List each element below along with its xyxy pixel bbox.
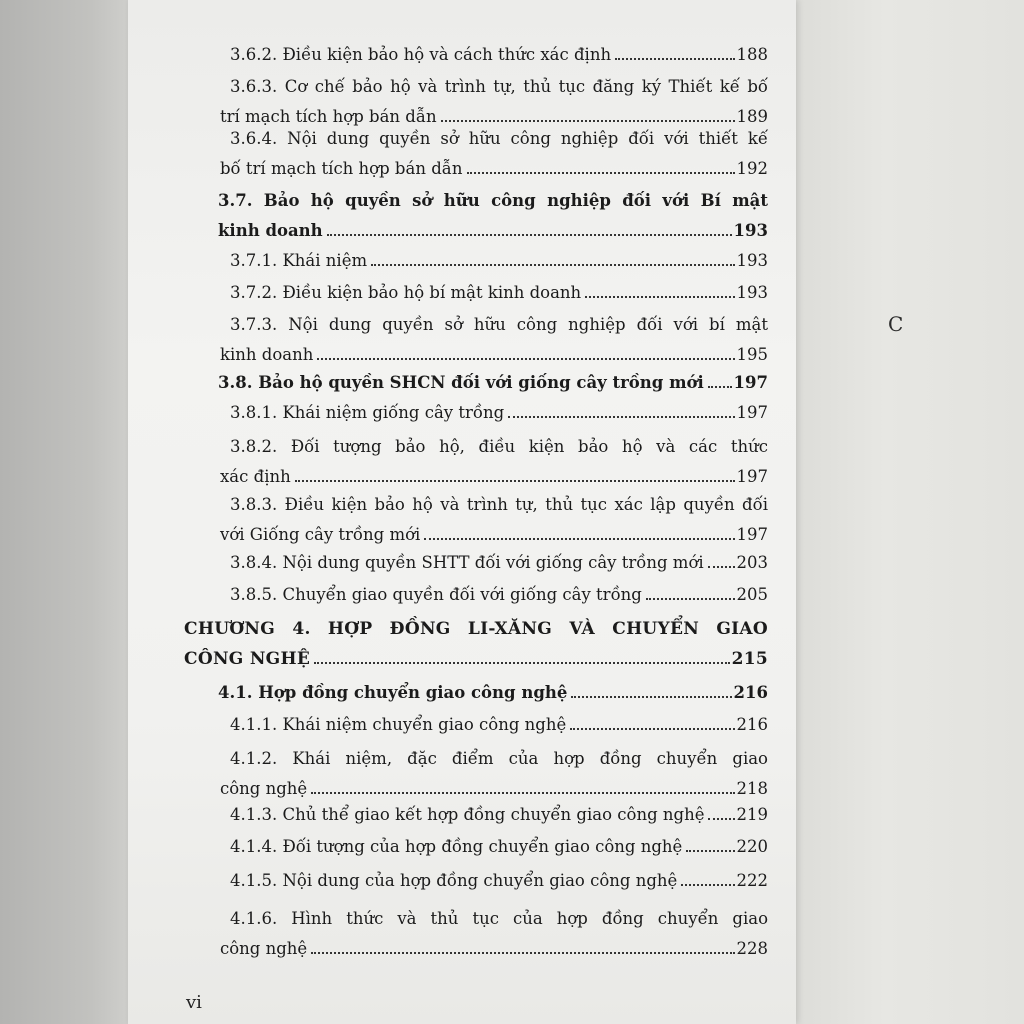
- toc-page-number: 189: [736, 107, 768, 126]
- dot-leader: [295, 480, 735, 482]
- toc-entry-title: với Giống cây trồng mới: [220, 525, 421, 544]
- toc-page-number: 220: [736, 837, 768, 856]
- toc-page-number: 228: [736, 939, 768, 958]
- dot-leader: [508, 416, 734, 418]
- toc-page-number: 219: [736, 805, 768, 824]
- toc-entry-title: công nghệ: [220, 939, 308, 958]
- toc-entry-title: 3.8.5. Chuyển giao quyền đối với giống cây trồng: [230, 585, 642, 604]
- toc-entry-title: CÔNG NGHỆ: [184, 649, 311, 669]
- toc-entry-title: 3.8.4. Nội dung quyền SHTT đối với giống cây trồng mới: [230, 553, 704, 572]
- toc-page-number: 218: [736, 779, 768, 798]
- toc-entry[interactable]: [230, 278, 768, 308]
- toc-entry-title-line: 3.7.3. Nội dung quyền sở hữu công nghiệp đối với bí mật: [230, 315, 768, 334]
- toc-entry[interactable]: [230, 800, 768, 830]
- dot-leader: [424, 538, 734, 540]
- toc-entry[interactable]: [230, 40, 768, 70]
- toc-entry[interactable]: [184, 614, 768, 674]
- toc-entry[interactable]: [218, 368, 768, 398]
- dot-leader: [686, 850, 734, 852]
- toc-entry[interactable]: [230, 398, 768, 428]
- toc-entry[interactable]: [220, 744, 768, 804]
- dot-leader: [311, 792, 734, 794]
- dot-leader: [585, 296, 734, 298]
- toc-entry[interactable]: [220, 904, 768, 964]
- toc-entry-title: kinh doanh: [220, 345, 314, 364]
- toc-entry[interactable]: [230, 246, 768, 276]
- toc-entry[interactable]: [220, 72, 768, 132]
- toc-entry-title-line: 4.1.6. Hình thức và thủ tục của hợp đồng chuyển giao: [230, 909, 768, 928]
- toc-page-number: 195: [736, 345, 768, 364]
- dot-leader: [467, 172, 735, 174]
- toc-entry[interactable]: [230, 832, 768, 862]
- dot-leader: [708, 818, 734, 820]
- toc-page-number: 193: [733, 221, 768, 240]
- toc-entry-title-line: CHƯƠNG 4. HỢP ĐỒNG LI-XĂNG VÀ CHUYỂN GIAO: [184, 619, 768, 639]
- toc-entry-title: 4.1.5. Nội dung của hợp đồng chuyển giao công nghệ: [230, 871, 678, 890]
- dot-leader: [317, 358, 734, 360]
- toc-entry-title: bố trí mạch tích hợp bán dẫn: [220, 159, 463, 178]
- book-page: [128, 0, 796, 1024]
- toc-page-number: 203: [736, 553, 768, 572]
- dot-leader: [371, 264, 734, 266]
- toc-entry[interactable]: [220, 432, 768, 492]
- toc-page-number: 193: [736, 251, 768, 270]
- toc-entry[interactable]: [220, 124, 768, 184]
- toc-entry-title-line: 3.8.3. Điều kiện bảo hộ và trình tự, thủ tục xác lập quyền đối: [230, 495, 768, 514]
- dot-leader: [314, 662, 730, 664]
- dot-leader: [681, 884, 734, 886]
- toc-page-number: 205: [736, 585, 768, 604]
- toc-entry-title: công nghệ: [220, 779, 308, 798]
- toc-page-number: 216: [733, 683, 768, 702]
- dot-leader: [708, 566, 735, 568]
- toc-entry[interactable]: [220, 310, 768, 370]
- toc-page-number: 197: [736, 467, 768, 486]
- toc-entry[interactable]: [218, 678, 768, 708]
- toc-entry[interactable]: [230, 580, 768, 610]
- dot-leader: [708, 386, 732, 388]
- toc-page-number: 188: [736, 45, 768, 64]
- left-page-edge: [0, 0, 130, 1024]
- toc-entry-title: trí mạch tích hợp bán dẫn: [220, 107, 437, 126]
- toc-entry[interactable]: [230, 710, 768, 740]
- toc-entry[interactable]: [220, 490, 768, 550]
- dot-leader: [615, 58, 734, 60]
- toc-entry-title: 4.1.3. Chủ thể giao kết hợp đồng chuyển giao công nghệ: [230, 805, 705, 824]
- toc-entry-title: 3.7.1. Khái niệm: [230, 251, 368, 270]
- toc-page-number: 197: [736, 403, 768, 422]
- dot-leader: [570, 728, 734, 730]
- toc-entry-title: 4.1. Hợp đồng chuyển giao công nghệ: [218, 683, 568, 702]
- toc-entry-title-line: 3.8.2. Đối tượng bảo hộ, điều kiện bảo hộ và các thức: [230, 437, 768, 456]
- dot-leader: [327, 234, 732, 236]
- dot-leader: [441, 120, 735, 122]
- toc-page-number: 222: [736, 871, 768, 890]
- page-number: vi: [186, 992, 202, 1013]
- toc-entry-title: 3.8.1. Khái niệm giống cây trồng: [230, 403, 505, 422]
- toc-page-number: 215: [731, 649, 768, 669]
- toc-entry-title: 3.7.2. Điều kiện bảo hộ bí mật kinh doanh: [230, 283, 582, 302]
- toc-page-number: 193: [736, 283, 768, 302]
- dot-leader: [571, 696, 731, 698]
- toc-entry-title: 4.1.4. Đối tượng của hợp đồng chuyển giao công nghệ: [230, 837, 683, 856]
- toc-entry-title-line: 3.6.4. Nội dung quyền sở hữu công nghiệp đối với thiết kế: [230, 129, 768, 148]
- right-page-letter: C: [888, 312, 904, 336]
- dot-leader: [646, 598, 735, 600]
- table-of-contents: [128, 0, 796, 1024]
- toc-entry[interactable]: [218, 186, 768, 246]
- toc-entry-title-line: 4.1.2. Khái niệm, đặc điểm của hợp đồng chuyển giao: [230, 749, 768, 768]
- toc-entry-title: 3.6.2. Điều kiện bảo hộ và cách thức xác định: [230, 45, 612, 64]
- dot-leader: [311, 952, 734, 954]
- toc-entry-title: 4.1.1. Khái niệm chuyển giao công nghệ: [230, 715, 567, 734]
- toc-entry-title-line: 3.6.3. Cơ chế bảo hộ và trình tự, thủ tục đăng ký Thiết kế bố: [230, 77, 768, 96]
- toc-entry-title-line: 3.7. Bảo hộ quyền sở hữu công nghiệp đối với Bí mật: [218, 191, 768, 210]
- right-page: [792, 0, 1024, 1024]
- toc-page-number: 192: [736, 159, 768, 178]
- toc-entry-title: 3.8. Bảo hộ quyền SHCN đối với giống cây trồng mới: [218, 373, 704, 392]
- toc-entry-title: xác định: [220, 467, 291, 486]
- toc-entry[interactable]: [230, 866, 768, 896]
- toc-entry[interactable]: [230, 548, 768, 578]
- toc-entry-title: kinh doanh: [218, 221, 323, 240]
- toc-page-number: 197: [736, 525, 768, 544]
- toc-page-number: 216: [736, 715, 768, 734]
- toc-page-number: 197: [733, 373, 768, 392]
